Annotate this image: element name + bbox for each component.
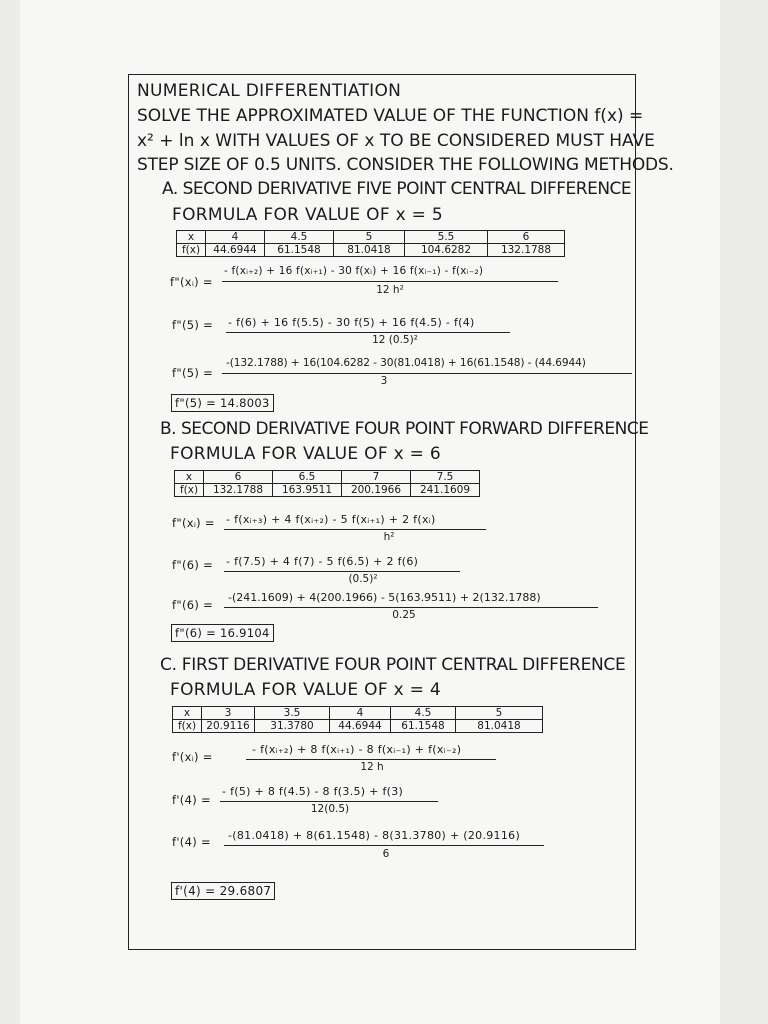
- formula-denominator: (0.5)²: [348, 573, 378, 585]
- formula-lhs: f"(xᵢ) =: [172, 516, 215, 530]
- table-cell: 4.5: [265, 231, 334, 244]
- table-row: [173, 720, 543, 733]
- fraction-bar: [222, 373, 632, 374]
- section-a-heading: A. SECOND DERIVATIVE FIVE POINT CENTRAL DIFFERENCE: [162, 179, 632, 199]
- fraction-bar: [224, 571, 460, 572]
- section-c-answer: f'(4) = 29.6807: [171, 882, 275, 900]
- table-cell: 132.1788: [488, 244, 565, 257]
- table-cell: f(x): [175, 484, 204, 497]
- problem-statement-line-3: STEP SIZE OF 0.5 UNITS. CONSIDER THE FOLLOWING METHODS.: [137, 155, 674, 175]
- formula-numerator: - f(7.5) + 4 f(7) - 5 f(6.5) + 2 f(6): [226, 555, 419, 568]
- problem-statement-line-1: SOLVE THE APPROXIMATED VALUE OF THE FUNCTION f(x) =: [137, 106, 644, 126]
- formula-lhs: f"(5) =: [172, 318, 214, 332]
- formula-numerator: -(241.1609) + 4(200.1966) - 5(163.9511) + 2(132.1788): [228, 591, 541, 604]
- table-cell: 5.5: [405, 231, 488, 244]
- table-row: [173, 707, 543, 720]
- table-row: [177, 244, 565, 257]
- table-cell: f(x): [177, 244, 206, 257]
- formula-denominator: 0.25: [392, 609, 416, 621]
- formula-numerator: - f(xᵢ₊₂) + 16 f(xᵢ₊₁) - 30 f(xᵢ) + 16 f(xᵢ₋₁) - f(xᵢ₋₂): [224, 265, 484, 277]
- table-cell: 3: [202, 707, 255, 720]
- table-cell: 20.9116: [202, 720, 255, 733]
- table-row: [175, 484, 480, 497]
- formula-lhs: f'(4) =: [172, 835, 211, 849]
- table-cell: 61.1548: [265, 244, 334, 257]
- problem-statement-line-2: x² + ln x WITH VALUES OF x TO BE CONSIDERED MUST HAVE: [137, 131, 655, 151]
- section-b-heading: B. SECOND DERIVATIVE FOUR POINT FORWARD DIFFERENCE: [160, 419, 649, 439]
- section-c-value-table: [172, 706, 543, 733]
- table-cell: 4: [330, 707, 391, 720]
- table-cell: 4.5: [391, 707, 456, 720]
- table-cell: x: [175, 471, 204, 484]
- formula-numerator: - f(xᵢ₊₃) + 4 f(xᵢ₊₂) - 5 f(xᵢ₊₁) + 2 f(xᵢ): [226, 513, 436, 526]
- section-a-value-table: [176, 230, 565, 257]
- section-b-answer: f"(6) = 16.9104: [171, 624, 274, 642]
- section-c-subheading: FORMULA FOR VALUE OF x = 4: [170, 680, 442, 700]
- formula-numerator: - f(xᵢ₊₂) + 8 f(xᵢ₊₁) - 8 f(xᵢ₋₁) + f(xᵢ₋₂): [252, 743, 462, 756]
- fraction-bar: [224, 529, 486, 530]
- formula-denominator: 12 h: [360, 761, 384, 773]
- table-cell: 7: [342, 471, 411, 484]
- table-cell: 5: [334, 231, 405, 244]
- fraction-bar: [226, 332, 510, 333]
- table-cell: 44.6944: [206, 244, 265, 257]
- formula-numerator: -(132.1788) + 16(104.6282 - 30(81.0418) + 16(61.1548) - (44.6944): [226, 357, 586, 369]
- table-cell: f(x): [173, 720, 202, 733]
- formula-lhs: f"(6) =: [172, 598, 214, 612]
- table-cell: 104.6282: [405, 244, 488, 257]
- section-b-value-table: [174, 470, 480, 497]
- table-cell: 200.1966: [342, 484, 411, 497]
- formula-numerator: - f(6) + 16 f(5.5) - 30 f(5) + 16 f(4.5) - f(4): [228, 316, 475, 329]
- section-a-subheading: FORMULA FOR VALUE OF x = 5: [172, 205, 444, 225]
- formula-denominator: 12 h²: [376, 284, 404, 296]
- fraction-bar: [224, 845, 544, 846]
- table-cell: x: [177, 231, 206, 244]
- table-cell: x: [173, 707, 202, 720]
- table-cell: 163.9511: [273, 484, 342, 497]
- table-cell: 132.1788: [204, 484, 273, 497]
- formula-denominator: 6: [382, 848, 390, 860]
- table-cell: 7.5: [411, 471, 480, 484]
- formula-lhs: f"(6) =: [172, 558, 214, 572]
- formula-lhs: f'(4) =: [172, 793, 211, 807]
- formula-lhs: f"(5) =: [172, 366, 214, 380]
- table-cell: 81.0418: [456, 720, 543, 733]
- formula-numerator: - f(5) + 8 f(4.5) - 8 f(3.5) + f(3): [222, 785, 404, 798]
- fraction-bar: [246, 759, 496, 760]
- table-cell: 44.6944: [330, 720, 391, 733]
- table-cell: 61.1548: [391, 720, 456, 733]
- section-a-answer: f"(5) = 14.8003: [171, 394, 274, 412]
- fraction-bar: [222, 281, 558, 282]
- table-cell: 241.1609: [411, 484, 480, 497]
- table-cell: 4: [206, 231, 265, 244]
- fraction-bar: [220, 801, 438, 802]
- table-cell: 3.5: [255, 707, 330, 720]
- formula-denominator: 12 (0.5)²: [372, 334, 418, 346]
- section-c-heading: C. FIRST DERIVATIVE FOUR POINT CENTRAL DIFFERENCE: [160, 655, 626, 675]
- table-row: [175, 471, 480, 484]
- table-cell: 6: [488, 231, 565, 244]
- table-cell: 6: [204, 471, 273, 484]
- formula-denominator: 12(0.5): [310, 803, 350, 815]
- table-cell: 31.3780: [255, 720, 330, 733]
- formula-lhs: f'(xᵢ) =: [172, 750, 213, 764]
- table-cell: 81.0418: [334, 244, 405, 257]
- table-cell: 5: [456, 707, 543, 720]
- formula-denominator: h²: [383, 531, 395, 543]
- fraction-bar: [224, 607, 598, 608]
- document-title: NUMERICAL DIFFERENTIATION: [137, 81, 402, 101]
- formula-denominator: 3: [380, 375, 388, 387]
- formula-numerator: -(81.0418) + 8(61.1548) - 8(31.3780) + (20.9116): [228, 829, 521, 842]
- section-b-subheading: FORMULA FOR VALUE OF x = 6: [170, 444, 442, 464]
- table-row: [177, 231, 565, 244]
- table-cell: 6.5: [273, 471, 342, 484]
- formula-lhs: f"(xᵢ) =: [170, 275, 213, 289]
